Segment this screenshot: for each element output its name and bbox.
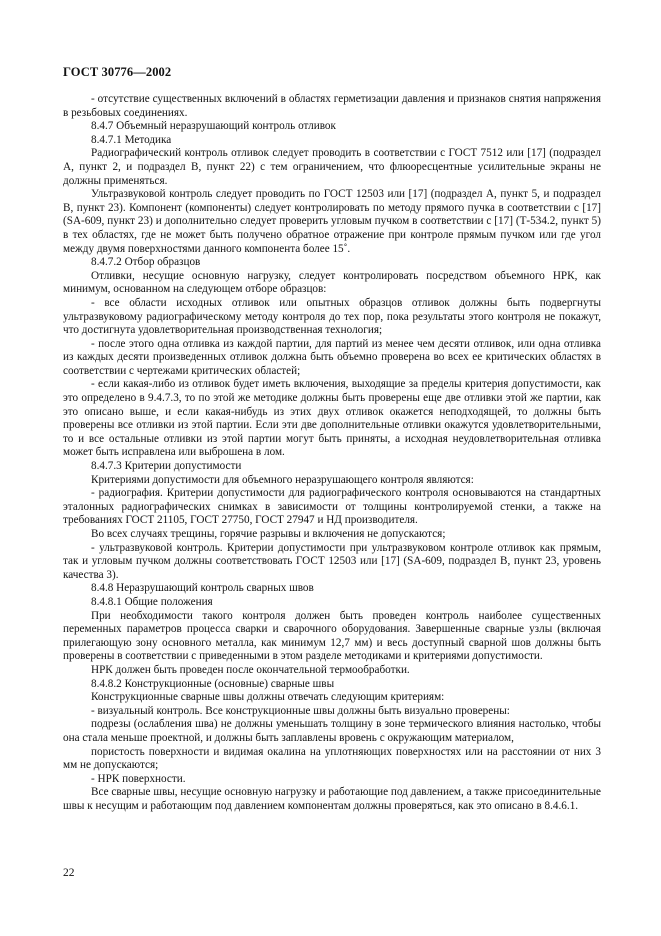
paragraph: НРК должен быть проведен после окончательной термообработки. (91, 663, 410, 676)
paragraph: Критериями допустимости для объемного неразрушающего контроля являются: (91, 473, 474, 486)
paragraph: Все сварные швы, несущие основную нагрузку и работающие под давлением, а также присоединительные швы к несущим и работающим под давлением компонентам должны проверяться, как это описано в 8.4.6.1. (63, 786, 601, 812)
list-item: - все области исходных отливок или опытных образцов отливок должны быть подвергнуты ультразвуковому радиографическому методу контроля до тех пор, пока результаты этого контроля не покажут, что достигнута удовлетворительная производственная технология; (63, 296, 601, 337)
section-heading: 8.4.7.2 Отбор образцов (91, 256, 201, 269)
paragraph: подрезы (ослабления шва) не должны уменьшать толщину в зоне термического влияния настолько, чтобы она стала меньше проектной, и должны быть заплавлены вровень с окружающим материалом, (63, 718, 601, 744)
list-item: - визуальный контроль. Все конструкционные швы должны быть визуально проверены: (91, 704, 510, 717)
paragraph: - отсутствие существенных включений в областях герметизации давления и признаков снятия напряжения в резьбовых соединениях. (63, 93, 601, 119)
paragraph: Отливки, несущие основную нагрузку, следует контролировать посредством объемного НРК, как минимум, основанном на следующем отборе образцов: (63, 269, 601, 296)
list-item: - если какая-либо из отливок будет иметь включения, выходящие за пределы критерия допустимости, как это определено в 9.4.7.3, то по этой же методике должны быть проверены еще две отливки этой же партии, как это описано выше, и если какая-нибудь из этих двух отливок окажется неподходящей, то должны быть проверены все отливки из этой партии. Если эти две дополнительные отливки окажутся удовлетворительными, то и все остальные отливки из этой партии могут быть приняты, а исходная неудовлетворительная отливка может быть исправлена или выброшена в лом. (63, 378, 601, 459)
section-heading: 8.4.8.2 Конструкционные (основные) сварные швы (91, 677, 335, 690)
paragraph: Во всех случаях трещины, горячие разрывы и включения не допускаются; (91, 528, 446, 540)
list-item: - после этого одна отливка из каждой партии, для партий из менее чем десяти отливок, или одна отливка из каждых десяти произведенных отливок должна быть объемно проверена во всех ее критических областях в соответствии с чертежами критических областей; (63, 337, 601, 377)
paragraph: Ультразвуковой контроль следует проводить по ГОСТ 12503 или [17] (подраздел А, пункт 5, и подраздел В, пункт 23). Компонент (компоненты) следует контролировать по методу прямого пучка в соответствии с [17] (SA-609, пункт 23) и дополнительно следует проверить угловым пучком в соответствии с [17] (Т-534.2, пункт 5) в тех областях, где не может быть получено обратное отражение при контроле прямым пучком или где угол между двумя поверхностями данного компонента более 15˚. (63, 188, 601, 255)
section-heading: 8.4.7.1 Методика (91, 133, 172, 146)
section-heading: 8.4.8.1 Общие положения (91, 595, 213, 608)
paragraph: пористость поверхности и видимая окалина на уплотняющих поверхностях или на расстоянии от них 3 мм не допускаются; (63, 745, 601, 772)
paragraph: Радиографический контроль отливок следует проводить в соответствии с ГОСТ 7512 или [17] (подраздел А, пункт 2, и подраздел В, пункт 22) с тем ограничением, что флюоресцентные усилительные экраны не должны применяться. (63, 147, 601, 187)
list-item: - ультразвуковой контроль. Критерии допустимости при ультразвуковом контроле отливок как прямым, так и угловым пучком должны соответствовать ГОСТ 12503 или [17] (SA-609, подраздел В, пункт 23, уровень качества 3). (63, 541, 601, 581)
page-number: 22 (63, 867, 75, 879)
page-header: ГОСТ 30776—2002 (63, 65, 172, 79)
paragraph: Конструкционные сварные швы должны отвечать следующим критериям: (91, 691, 445, 704)
section-heading: 8.4.8 Неразрушающий контроль сварных швов (91, 582, 314, 595)
list-item: - НРК поверхности. (91, 772, 186, 785)
section-heading: 8.4.7 Объемный неразрушающий контроль отливок (91, 120, 336, 133)
list-item: - радиография. Критерии допустимости для радиографического контроля основываются на стандартных эталонных радиографических снимках в зависимости от толщины контролируемой стенки, а также на требованиях ГОСТ 21105, ГОСТ 27750, ГОСТ 27947 и НД производителя. (63, 487, 601, 527)
paragraph: При необходимости такого контроля должен быть проведен контроль наиболее существенных переменных параметров процесса сварки и сварочного оборудования. Завершенные сварные узлы (включая прилегающую зону основного металла, как минимум 12,7 мм) и весь доступный сварной шов должны быть проверены в соответствии с приведенными в этом разделе методиками и критериями допустимости. (63, 609, 601, 663)
section-heading: 8.4.7.3 Критерии допустимости (91, 460, 242, 473)
document-body (63, 93, 601, 813)
